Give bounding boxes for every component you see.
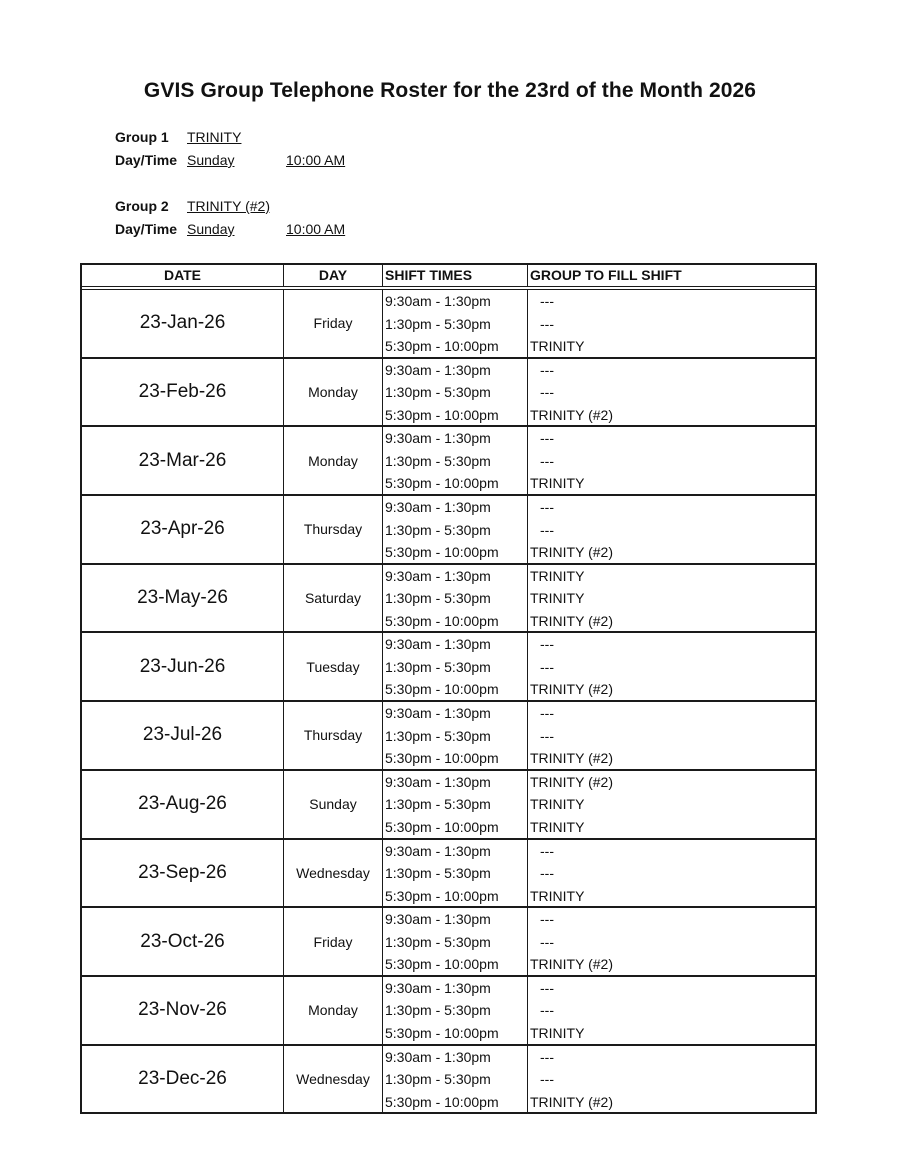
row-shift-times (382, 977, 527, 1044)
shift-group: --- (540, 430, 554, 447)
table-row (82, 975, 815, 1044)
table-row (82, 563, 815, 632)
shift-group: TRINITY (#2) (530, 956, 613, 973)
row-groups (527, 633, 815, 700)
row-shift-times (382, 565, 527, 632)
shift-group: TRINITY (#2) (530, 1093, 613, 1110)
shift-time: 9:30am - 1:30pm (385, 636, 491, 653)
shift-group: --- (540, 361, 554, 378)
row-day: Tuesday (283, 633, 382, 700)
table-row (82, 357, 815, 426)
shift-group: --- (540, 865, 554, 881)
shift-time: 9:30am - 1:30pm (385, 430, 491, 447)
shift-time: 9:30am - 1:30pm (385, 773, 491, 790)
header-shift-times: SHIFT TIMES (382, 265, 527, 286)
row-groups (527, 977, 815, 1044)
group-2-name: TRINITY (#2) (187, 198, 270, 214)
row-date: 23-Jul-26 (142, 724, 223, 746)
row-day: Saturday (283, 565, 382, 632)
shift-time: 5:30pm - 10:00pm (385, 818, 499, 835)
shift-group: --- (540, 705, 554, 722)
row-day: Wednesday (283, 840, 382, 907)
row-date: 23-Nov-26 (138, 999, 227, 1021)
shift-time: 9:30am - 1:30pm (385, 567, 491, 584)
row-shift-times (382, 840, 527, 907)
row-groups (527, 702, 815, 769)
row-groups (527, 840, 815, 907)
table-row (82, 290, 815, 357)
table-row (82, 631, 815, 700)
row-shift-times (382, 633, 527, 700)
shift-time: 5:30pm - 10:00pm (385, 544, 499, 561)
group-2-daytime-label: Day/Time (115, 221, 177, 237)
shift-time: 1:30pm - 5:30pm (385, 933, 491, 950)
shift-time: 5:30pm - 10:00pm (385, 750, 499, 767)
shift-group: TRINITY (#2) (530, 750, 613, 767)
shift-group: TRINITY (530, 818, 585, 835)
shift-group: TRINITY (#2) (530, 406, 613, 423)
group-2-time: 10:00 AM (286, 221, 346, 237)
row-day: Thursday (283, 702, 382, 769)
row-date: 23-Apr-26 (140, 518, 225, 540)
shift-group: TRINITY (#2) (530, 544, 613, 561)
shift-group: --- (540, 384, 554, 401)
shift-group: --- (540, 1048, 554, 1065)
shift-time: 5:30pm - 10:00pm (385, 956, 499, 973)
group-1-time: 10:00 AM (286, 152, 346, 168)
row-shift-times (382, 359, 527, 426)
shift-time: 9:30am - 1:30pm (385, 1048, 491, 1065)
row-groups (527, 908, 815, 975)
shift-time: 9:30am - 1:30pm (385, 979, 491, 996)
row-shift-times (382, 1046, 527, 1113)
table-row (82, 1044, 815, 1113)
table-body (82, 290, 815, 1112)
shift-group: --- (540, 499, 554, 516)
shift-group: TRINITY (#2) (530, 612, 613, 629)
row-day: Monday (283, 977, 382, 1044)
row-date: 23-May-26 (137, 587, 228, 609)
shift-group: TRINITY (530, 338, 585, 354)
row-date: 23-Mar-26 (138, 449, 227, 471)
shift-time: 1:30pm - 5:30pm (385, 384, 491, 401)
shift-group: --- (540, 293, 554, 309)
row-groups (527, 496, 815, 563)
row-date: 23-Aug-26 (138, 793, 227, 815)
shift-time: 1:30pm - 5:30pm (385, 1002, 491, 1019)
table-row (82, 769, 815, 838)
row-date: 23-Feb-26 (138, 381, 227, 403)
row-date: 23-Sep-26 (138, 861, 227, 883)
group-2-label: Group 2 (115, 198, 169, 214)
shift-group: TRINITY (530, 590, 585, 607)
shift-group: TRINITY (530, 887, 585, 904)
row-day: Monday (283, 427, 382, 494)
shift-group: --- (540, 315, 554, 332)
table-row (82, 838, 815, 907)
row-shift-times (382, 427, 527, 494)
table-row (82, 425, 815, 494)
table-row (82, 906, 815, 975)
shift-time: 5:30pm - 10:00pm (385, 406, 499, 423)
shift-time: 9:30am - 1:30pm (385, 361, 491, 378)
row-day: Thursday (283, 496, 382, 563)
roster-table (80, 263, 817, 1114)
shift-group: TRINITY (#2) (530, 773, 613, 790)
shift-time: 9:30am - 1:30pm (385, 705, 491, 722)
shift-group: --- (540, 521, 554, 538)
row-day: Friday (283, 290, 382, 357)
shift-group: --- (540, 1002, 554, 1019)
shift-group: TRINITY (530, 796, 585, 813)
shift-time: 5:30pm - 10:00pm (385, 887, 499, 904)
row-groups (527, 427, 815, 494)
row-day: Monday (283, 359, 382, 426)
table-row (82, 700, 815, 769)
row-day: Wednesday (283, 1046, 382, 1113)
row-day: Friday (283, 908, 382, 975)
shift-time: 9:30am - 1:30pm (385, 499, 491, 516)
row-shift-times (382, 771, 527, 838)
group-1-daytime-label: Day/Time (115, 152, 177, 168)
group-1-day: Sunday (187, 152, 235, 168)
group-1-name: TRINITY (187, 129, 242, 145)
shift-time: 1:30pm - 5:30pm (385, 865, 491, 881)
shift-time: 1:30pm - 5:30pm (385, 452, 491, 469)
shift-time: 1:30pm - 5:30pm (385, 521, 491, 538)
row-shift-times (382, 702, 527, 769)
row-date: 23-Jan-26 (139, 312, 226, 334)
header-date: DATE (163, 267, 202, 283)
shift-group: --- (540, 452, 554, 469)
row-date: 23-Dec-26 (138, 1067, 227, 1089)
shift-time: 5:30pm - 10:00pm (385, 338, 499, 354)
row-groups (527, 1046, 815, 1113)
shift-time: 5:30pm - 10:00pm (385, 1093, 499, 1110)
shift-time: 9:30am - 1:30pm (385, 293, 491, 309)
shift-time: 1:30pm - 5:30pm (385, 796, 491, 813)
row-groups (527, 290, 815, 357)
table-row (82, 494, 815, 563)
row-shift-times (382, 908, 527, 975)
table-header (82, 265, 815, 290)
shift-time: 1:30pm - 5:30pm (385, 727, 491, 744)
shift-group: --- (540, 933, 554, 950)
shift-group: --- (540, 658, 554, 675)
shift-group: --- (540, 1071, 554, 1088)
shift-time: 1:30pm - 5:30pm (385, 658, 491, 675)
shift-group: TRINITY (530, 475, 585, 492)
row-day: Sunday (283, 771, 382, 838)
shift-group: --- (540, 727, 554, 744)
shift-time: 5:30pm - 10:00pm (385, 612, 499, 629)
shift-group: --- (540, 979, 554, 996)
shift-time: 5:30pm - 10:00pm (385, 681, 499, 698)
group-2-day: Sunday (187, 221, 235, 237)
shift-time: 5:30pm - 10:00pm (385, 1024, 499, 1041)
group-1-label: Group 1 (115, 129, 169, 145)
row-shift-times (382, 290, 527, 357)
row-groups (527, 771, 815, 838)
header-day: DAY (283, 265, 382, 286)
header-group-to-fill: GROUP TO FILL SHIFT (527, 265, 815, 286)
shift-group: --- (540, 842, 554, 859)
row-date: 23-Oct-26 (140, 930, 225, 952)
shift-time: 1:30pm - 5:30pm (385, 590, 491, 607)
row-groups (527, 359, 815, 426)
shift-group: --- (540, 636, 554, 653)
shift-group: TRINITY (#2) (530, 681, 613, 698)
shift-time: 9:30am - 1:30pm (385, 911, 491, 928)
shift-group: --- (540, 911, 554, 928)
shift-time: 9:30am - 1:30pm (385, 842, 491, 859)
shift-group: TRINITY (530, 1024, 585, 1041)
row-date: 23-Jun-26 (139, 655, 226, 677)
page-title: GVIS Group Telephone Roster for the 23rd of the Month 2026 (143, 79, 757, 102)
shift-time: 1:30pm - 5:30pm (385, 1071, 491, 1088)
row-groups (527, 565, 815, 632)
shift-time: 5:30pm - 10:00pm (385, 475, 499, 492)
shift-group: TRINITY (530, 567, 585, 584)
shift-time: 1:30pm - 5:30pm (385, 315, 491, 332)
row-shift-times (382, 496, 527, 563)
